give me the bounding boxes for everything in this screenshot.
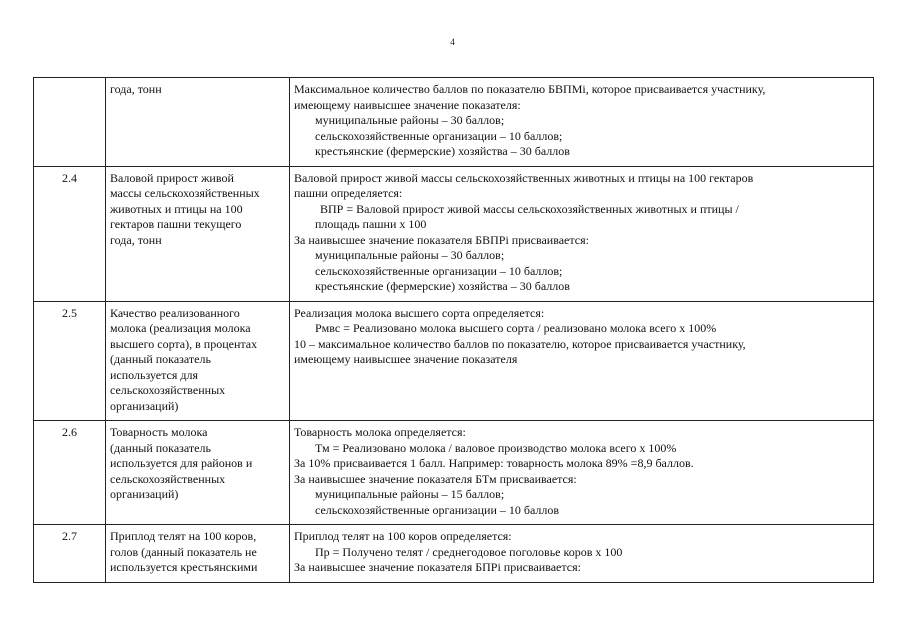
- calculation-method-line: сельскохозяйственные организации – 10 баллов;: [315, 263, 563, 278]
- table-row: [34, 166, 874, 301]
- row-number-cell: [34, 421, 106, 525]
- indicator-name-line: молока (реализация молока: [110, 321, 251, 335]
- indicator-name-line: высшего сорта), в процентах: [110, 336, 258, 351]
- calculation-method-line: За наивысшее значение показателя БТм присваивается:: [294, 471, 577, 486]
- calculation-method-cell: [290, 421, 874, 525]
- calculation-method-line: Товарность молока определяется:: [294, 425, 466, 439]
- indicator-name-cell: [106, 166, 290, 301]
- calculation-method-cell: [290, 166, 874, 301]
- calculation-method-line: 10 – максимальное количество баллов по показателю, которое присваивается участнику,: [294, 336, 746, 351]
- calculation-method-line: За наивысшее значение показателя БВПРi присваивается:: [294, 232, 589, 247]
- calculation-method-line: Максимальное количество баллов по показателю БВПМi, которое присваивается участнику,: [294, 82, 766, 96]
- indicator-name-line: используется для районов и: [110, 456, 253, 470]
- calculation-method-line: сельскохозяйственные организации – 10 баллов: [315, 502, 560, 517]
- indicator-name-line: сельскохозяйственных: [110, 383, 226, 397]
- indicator-name-line: (данный показатель: [110, 352, 211, 366]
- calculation-method-line: пашни определяется:: [294, 186, 403, 200]
- row-number: 2.5: [62, 305, 77, 320]
- indicator-name-line: организаций): [110, 487, 179, 501]
- row-number: 2.6: [62, 425, 77, 439]
- calculation-method-line: крестьянские (фермерские) хозяйства – 30 баллов: [315, 144, 570, 158]
- calculation-method-line: За 10% присваивается 1 балл. Например: товарность молока 89% =8,9 баллов.: [294, 456, 694, 470]
- indicator-name-line: Качество реализованного: [110, 305, 240, 320]
- indicator-name-line: сельскохозяйственных: [110, 471, 226, 486]
- calculation-method-line: муниципальные районы – 30 баллов;: [315, 248, 505, 262]
- indicator-name-line: гектаров пашни текущего: [110, 217, 242, 231]
- table-row: [34, 421, 874, 525]
- indicator-name-cell: [106, 421, 290, 525]
- calculation-method-line: ВПР = Валовой прирост живой массы сельскохозяйственных животных и птицы /: [320, 201, 739, 216]
- indicator-name-cell: [106, 78, 290, 167]
- calculation-method-cell: [290, 78, 874, 167]
- calculation-method-line: муниципальные районы – 30 баллов;: [315, 113, 505, 127]
- row-number-cell: [34, 525, 106, 583]
- indicator-name-line: используется крестьянскими: [110, 560, 258, 574]
- calculation-method-line: Приплод телят на 100 коров определяется:: [294, 529, 512, 543]
- calculation-method-line: сельскохозяйственные организации – 10 баллов;: [315, 128, 563, 143]
- table-row: [34, 78, 874, 167]
- page-number: 4: [450, 37, 455, 47]
- row-number-cell: [34, 78, 106, 167]
- indicator-name-line: используется для: [110, 367, 198, 382]
- indicator-name-line: (данный показатель: [110, 440, 211, 455]
- table-row: [34, 301, 874, 421]
- calculation-method-line: Рмвс = Реализовано молока высшего сорта / реализовано молока всего x 100%: [315, 321, 717, 335]
- calculation-method-line: Валовой прирост живой массы сельскохозяйственных животных и птицы на 100 гектаров: [294, 170, 754, 185]
- calculation-method-cell: [290, 525, 874, 583]
- indicator-name-line: животных и птицы на 100: [110, 201, 243, 216]
- row-number: 2.4: [62, 170, 77, 185]
- calculation-method-line: площадь пашни x 100: [315, 217, 427, 231]
- indicator-name-line: Товарность молока: [110, 425, 208, 439]
- indicator-name-line: массы сельскохозяйственных: [110, 186, 260, 200]
- calculation-method-line: Реализация молока высшего сорта определяется:: [294, 305, 545, 320]
- indicator-name-line: Валовой прирост живой: [110, 170, 234, 185]
- indicator-name-line: организаций): [110, 398, 179, 413]
- indicator-name-line: голов (данный показатель не: [110, 544, 257, 559]
- calculation-method-line: имеющему наивысшее значение показателя: [294, 352, 518, 366]
- indicator-name-line: Приплод телят на 100 коров,: [110, 529, 257, 543]
- calculation-method-line: муниципальные районы – 15 баллов;: [315, 487, 505, 501]
- indicator-name-cell: [106, 525, 290, 583]
- indicator-name-line: года, тонн: [110, 232, 162, 247]
- calculation-method-line: Тм = Реализовано молока / валовое производство молока всего x 100%: [315, 440, 677, 455]
- calculation-method-line: Пр = Получено телят / среднегодовое поголовье коров x 100: [315, 544, 623, 559]
- table-body: [34, 78, 874, 583]
- calculation-method-line: имеющему наивысшее значение показателя:: [294, 97, 521, 112]
- indicator-name-cell: [106, 301, 290, 421]
- row-number: 2.7: [62, 529, 77, 543]
- row-number-cell: [34, 166, 106, 301]
- indicator-name-line: года, тонн: [110, 82, 162, 96]
- criteria-table: [33, 77, 874, 583]
- calculation-method-line: крестьянские (фермерские) хозяйства – 30 баллов: [315, 279, 570, 293]
- calculation-method-cell: [290, 301, 874, 421]
- calculation-method-line: За наивысшее значение показателя БПРi присваивается:: [294, 560, 581, 574]
- row-number-cell: [34, 301, 106, 421]
- table-row: [34, 525, 874, 583]
